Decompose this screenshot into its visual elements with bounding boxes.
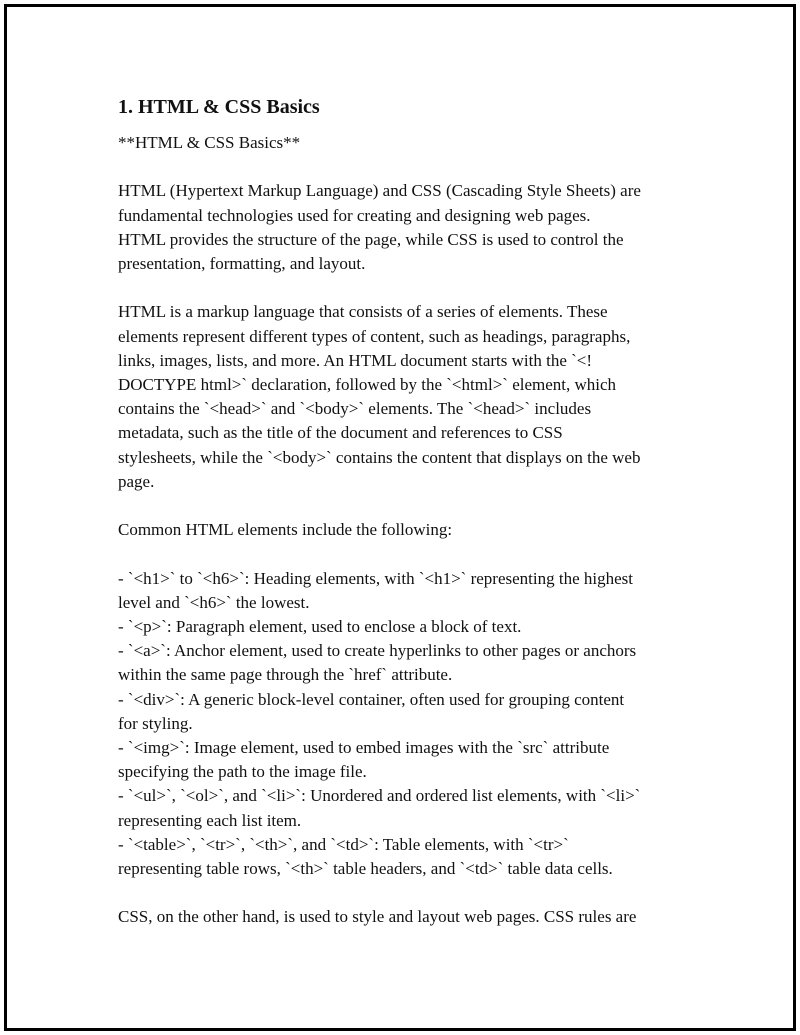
list-item-line: representing each list item. [118, 810, 302, 830]
text-line: metadata, such as the title of the document and references to CSS [118, 423, 563, 443]
intro-paragraph [118, 179, 688, 276]
list-item-line: - `<ul>`, `<ol>`, and `<li>`: Unordered and ordered list elements, with `<li>` [118, 786, 641, 806]
list-item-line: for styling. [118, 713, 193, 733]
text-line: elements represent different types of content, such as headings, paragraphs, [118, 326, 631, 346]
list-item-line: - `<a>`: Anchor element, used to create hyperlinks to other pages or anchors [118, 641, 637, 661]
text-line: page. [118, 471, 155, 491]
document-body [118, 93, 688, 930]
css-paragraph [118, 905, 688, 929]
text-line: HTML (Hypertext Markup Language) and CSS (Cascading Style Sheets) are [118, 181, 641, 201]
common-elements-intro [118, 518, 688, 542]
text-line: presentation, formatting, and layout. [118, 254, 366, 273]
text-line: DOCTYPE html>` declaration, followed by the `<html>` element, which [118, 375, 617, 394]
list-item-line: - `<table>`, `<tr>`, `<th>`, and `<td>`: Table elements, with `<tr>` [118, 834, 569, 854]
text-line: stylesheets, while the `<body>` contains the content that displays on the web [118, 447, 641, 467]
list-item-line: specifying the path to the image file. [118, 762, 367, 782]
list-item-line: representing table rows, `<th>` table headers, and `<td>` table data cells. [118, 859, 613, 879]
text-line: fundamental technologies used for creating and designing web pages. [118, 205, 591, 225]
element-list [118, 567, 688, 882]
text-line: HTML is a markup language that consists of a series of elements. These [118, 302, 608, 322]
list-item-line: - `<div>`: A generic block-level container, often used for grouping content [118, 689, 625, 709]
list-item-line: - `<h1>` to `<h6>`: Heading elements, with `<h1>` representing the highest [118, 568, 633, 588]
list-item-line: - `<p>`: Paragraph element, used to enclose a block of text. [118, 617, 522, 636]
text-line: Common HTML elements include the following: [118, 520, 453, 540]
list-item-line: level and `<h6>` the lowest. [118, 592, 310, 612]
text-line: links, images, lists, and more. An HTML document starts with the `<! [118, 350, 593, 370]
document-subtitle: **HTML & CSS Basics** [118, 133, 301, 152]
text-line: CSS, on the other hand, is used to style and layout web pages. CSS rules are [118, 907, 637, 927]
html-elements-paragraph [118, 300, 688, 494]
list-item-line: within the same page through the `href` attribute. [118, 665, 453, 685]
text-line: HTML provides the structure of the page, while CSS is used to control the [118, 229, 624, 249]
text-line: contains the `<head>` and `<body>` elements. The `<head>` includes [118, 399, 592, 419]
list-item-line: - `<img>`: Image element, used to embed images with the `src` attribute [118, 738, 610, 758]
document-title: 1. HTML & CSS Basics [118, 96, 320, 118]
